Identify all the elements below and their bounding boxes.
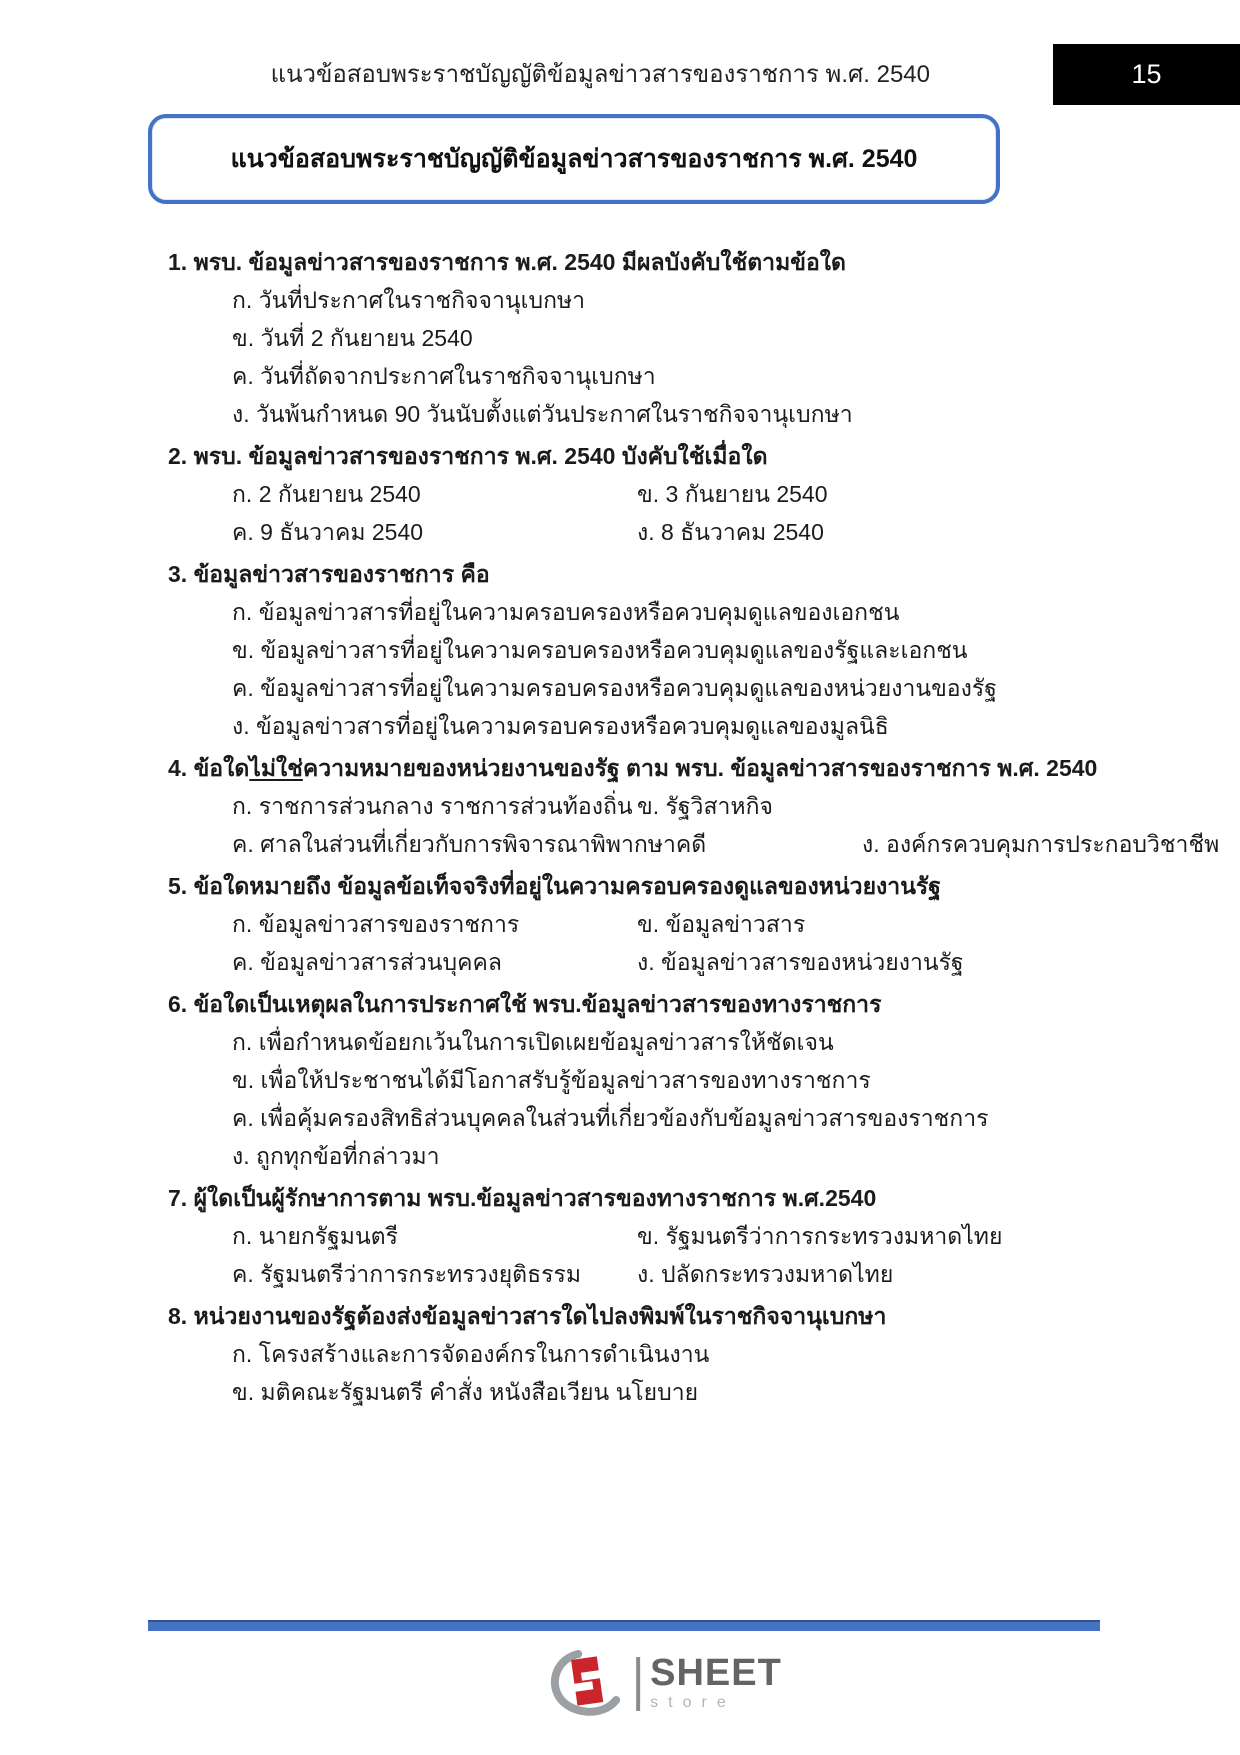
question-4	[168, 749, 1220, 863]
brand-name: SHEET	[650, 1652, 782, 1694]
option-b: ข. ข้อมูลข่าวสาร	[637, 911, 806, 937]
question-7	[168, 1179, 1168, 1293]
option-d: ง. 8 ธันวาคม 2540	[637, 519, 824, 545]
option-b: ข. วันที่ 2 กันยายน 2540	[232, 325, 473, 351]
option-b: ข. เพื่อให้ประชาชนได้มีโอกาสรับรู้ข้อมูลข่าวสารของทางราชการ	[232, 1067, 871, 1093]
header-running-title: แนวข้อสอบพระราชบัญญัติข้อมูลข่าวสารของราชการ พ.ศ. 2540	[270, 61, 930, 88]
option-a: ก. ข้อมูลข่าวสารที่อยู่ในความครอบครองหรือควบคุมดูแลของเอกชน	[232, 599, 900, 625]
footer-divider-line	[148, 1620, 1100, 1631]
option-d: ง. วันพ้นกำหนด 90 วันนับตั้งแต่วันประกาศในราชกิจจานุเบกษา	[232, 401, 853, 427]
question-list	[168, 243, 1220, 1415]
question-text: 5. ข้อใดหมายถึง ข้อมูลข้อเท็จจริงที่อยู่ในความครอบครองดูแลของหน่วยงานรัฐ	[168, 873, 941, 899]
logo-divider	[636, 1657, 640, 1711]
exam-title: แนวข้อสอบพระราชบัญญัติข้อมูลข่าวสารของราชการ พ.ศ. 2540	[230, 145, 918, 173]
option-c: ค. ข้อมูลข่าวสารส่วนบุคคล	[232, 949, 502, 975]
option-row	[168, 787, 1168, 825]
option-c: ค. ศาลในส่วนที่เกี่ยวกับการพิจารณาพิพากษาคดี	[232, 831, 707, 857]
sheet-store-s-icon	[548, 1648, 626, 1720]
question-3	[168, 555, 1168, 745]
option-d: ง. ข้อมูลข่าวสารที่อยู่ในความครอบครองหรือควบคุมดูแลของมูลนิธิ	[232, 713, 889, 739]
option-d: ง. ข้อมูลข่าวสารของหน่วยงานรัฐ	[637, 949, 964, 975]
option-a: ก. วันที่ประกาศในราชกิจจานุเบกษา	[232, 287, 586, 313]
option-a: ก. ข้อมูลข่าวสารของราชการ	[232, 911, 520, 937]
option-c: ค. 9 ธันวาคม 2540	[232, 519, 424, 545]
option-row	[168, 1217, 1168, 1255]
option-c: ค. เพื่อคุ้มครองสิทธิส่วนบุคคลในส่วนที่เกี่ยวข้องกับข้อมูลข่าวสารของราชการ	[232, 1105, 989, 1131]
option-row	[168, 513, 1168, 551]
option-a: ก. ราชการส่วนกลาง ราชการส่วนท้องถิ่น	[232, 793, 633, 819]
question-8	[168, 1297, 1168, 1411]
question-text: 4. ข้อใดไม่ใช่ความหมายของหน่วยงานของรัฐ ตาม พรบ. ข้อมูลข่าวสารของราชการ พ.ศ. 2540	[168, 755, 1098, 781]
question-text: 1. พรบ. ข้อมูลข่าวสารของราชการ พ.ศ. 2540 มีผลบังคับใช้ตามข้อใด	[168, 249, 846, 275]
question-6	[168, 985, 1168, 1175]
option-a: ก. เพื่อกำหนดข้อยกเว้นในการเปิดเผยข้อมูลข่าวสารให้ชัดเจน	[232, 1029, 834, 1055]
option-b: ข. ข้อมูลข่าวสารที่อยู่ในความครอบครองหรือควบคุมดูแลของรัฐและเอกชน	[232, 637, 968, 663]
question-text: 8. หน่วยงานของรัฐต้องส่งข้อมูลข่าวสารใดไปลงพิมพ์ในราชกิจจานุเบกษา	[168, 1303, 887, 1329]
question-5	[168, 867, 1168, 981]
option-d: ง. ถูกทุกข้อที่กล่าวมา	[232, 1143, 440, 1169]
option-row	[168, 475, 1168, 513]
option-c: ค. วันที่ถัดจากประกาศในราชกิจจานุเบกษา	[232, 363, 656, 389]
option-b: ข. มติคณะรัฐมนตรี คำสั่ง หนังสือเวียน นโยบาย	[232, 1379, 699, 1405]
option-row	[168, 1255, 1168, 1293]
question-2	[168, 437, 1168, 551]
page-number: 15	[1131, 59, 1162, 89]
option-d: ง. องค์กรควบคุมการประกอบวิชาชีพ	[862, 831, 1220, 857]
option-c: ค. ข้อมูลข่าวสารที่อยู่ในความครอบครองหรือควบคุมดูแลของหน่วยงานของรัฐ	[232, 675, 997, 701]
question-text: 2. พรบ. ข้อมูลข่าวสารของราชการ พ.ศ. 2540 บังคับใช้เมื่อใด	[168, 443, 768, 469]
question-text: 6. ข้อใดเป็นเหตุผลในการประกาศใช้ พรบ.ข้อมูลข่าวสารของทางราชการ	[168, 991, 882, 1017]
brand-subtitle: store	[650, 1694, 736, 1711]
option-a: ก. 2 กันยายน 2540	[232, 481, 421, 507]
option-row	[168, 943, 1168, 981]
option-row	[168, 905, 1168, 943]
question-1	[168, 243, 1168, 433]
exam-title-box	[148, 114, 1000, 204]
option-c: ค. รัฐมนตรีว่าการกระทรวงยุติธรรม	[232, 1261, 582, 1287]
logo-text	[650, 1652, 782, 1713]
option-row	[168, 825, 1220, 863]
option-a: ก. นายกรัฐมนตรี	[232, 1223, 398, 1249]
underlined-word: ไม่ใช่	[249, 755, 303, 781]
option-b: ข. รัฐมนตรีว่าการกระทรวงมหาดไทย	[637, 1223, 1003, 1249]
question-text: 7. ผู้ใดเป็นผู้รักษาการตาม พรบ.ข้อมูลข่าวสารของทางราชการ พ.ศ.2540	[168, 1185, 877, 1211]
question-text: 3. ข้อมูลข่าวสารของราชการ คือ	[168, 561, 490, 587]
page-number-box	[1053, 44, 1240, 105]
option-b: ข. 3 กันยายน 2540	[637, 481, 828, 507]
sheet-store-logo	[548, 1644, 782, 1724]
option-a: ก. โครงสร้างและการจัดองค์กรในการดำเนินงาน	[232, 1341, 710, 1367]
option-b: ข. รัฐวิสาหกิจ	[637, 793, 773, 819]
option-d: ง. ปลัดกระทรวงมหาดไทย	[637, 1261, 894, 1287]
